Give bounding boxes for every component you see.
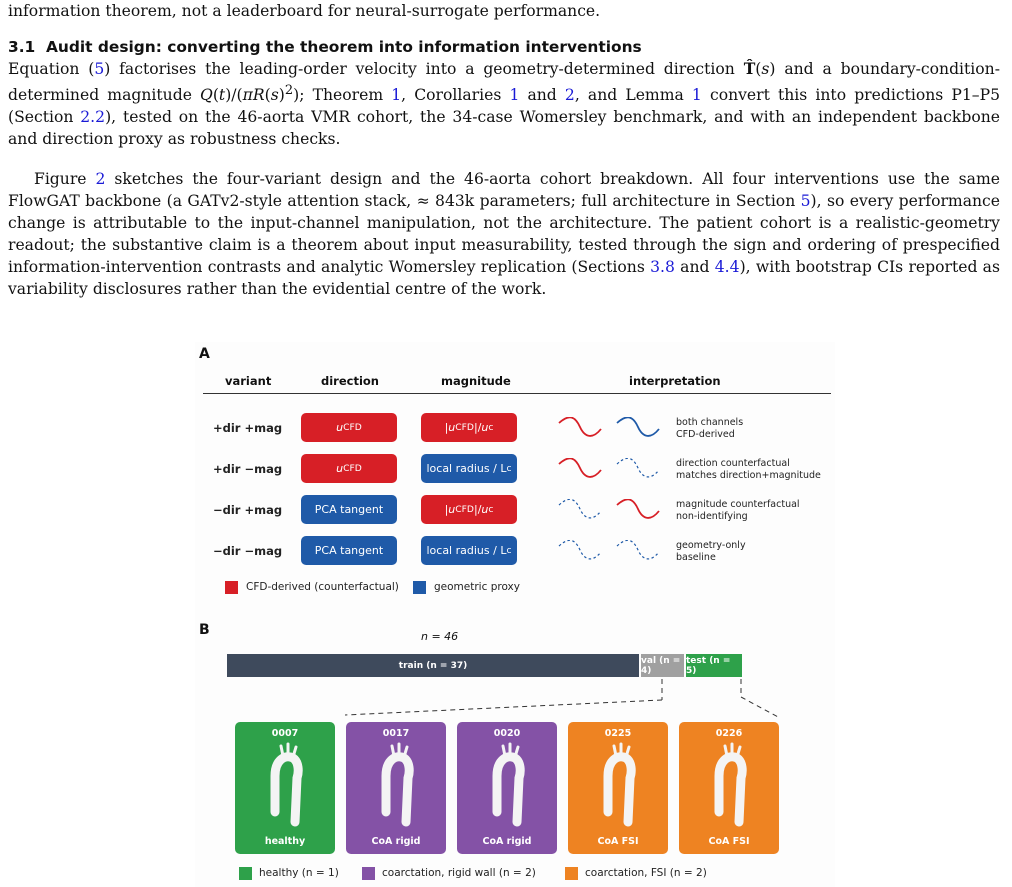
interpretation-line-1: direction counterfactual xyxy=(676,458,790,469)
variant-label: −dir +mag xyxy=(213,503,283,517)
interpretation-line-2: CFD-derived xyxy=(676,428,735,440)
panel-a-letter: A xyxy=(199,346,210,362)
section-title: Audit design: converting the theorem into information interventions xyxy=(45,38,642,56)
case-label: healthy xyxy=(264,836,306,847)
variant-label: −dir −mag xyxy=(213,544,283,558)
legend-text-rigid: coarctation, rigid wall (n = 2) xyxy=(382,867,536,879)
figure-ref[interactable]: 2 xyxy=(95,170,106,188)
case-id: 0020 xyxy=(493,728,521,739)
header-magnitude: magnitude xyxy=(441,374,511,388)
zoom-line-left xyxy=(345,700,662,715)
case-card-0007 xyxy=(235,722,335,854)
cohort-total: n = 46 xyxy=(421,630,459,643)
case-id: 0225 xyxy=(604,728,632,739)
paragraph-2: Figure 2 sketches the four-variant design and the 46-aorta cohort breakdown. All four interventions use the same FlowGAT backbone (a GATv2-style attention stack, ≈ 843k parameters; full architecture in Section 5), so every performance change is attributable to the input-channel manipulation, not the architecture. The patient cohort is a realistic-geometry readout; the substantive claim is a theorem about input measurability, tested through the sign and ordering of prespecified information-intervention contrasts and analytic Womersley replication (Sections 3.8 and 4.4), with bootstrap CIs reported as variability disclosures rather than the evidential centre of the work. xyxy=(8,170,1000,298)
section-heading xyxy=(8,36,642,58)
legend-text-cfd: CFD-derived (counterfactual) xyxy=(246,581,399,593)
legend-text-healthy: healthy (n = 1) xyxy=(259,867,339,879)
magnitude-pill: | u CFD |/ u c xyxy=(421,413,517,442)
direction-pill: PCA tangent xyxy=(301,536,397,565)
aorta-icon xyxy=(596,742,640,832)
case-card-0017 xyxy=(346,722,446,854)
case-id: 0007 xyxy=(271,728,299,739)
corollary-ref-2[interactable]: 2 xyxy=(564,86,575,105)
case-card-0225 xyxy=(568,722,668,854)
case-id: 0017 xyxy=(382,728,410,739)
case-label: CoA FSI xyxy=(708,836,750,847)
section-ref-4-4[interactable]: 4.4 xyxy=(714,258,740,276)
corollary-ref-1[interactable]: 1 xyxy=(509,86,520,105)
magnitude-pill: local radius / L c xyxy=(421,454,517,483)
header-interpretation: interpretation xyxy=(629,374,721,388)
direction-pill: u CFD xyxy=(301,413,397,442)
variant-label: +dir −mag xyxy=(213,462,283,476)
direction-pill: u CFD xyxy=(301,454,397,483)
section-ref-2-2[interactable]: 2.2 xyxy=(80,108,106,127)
equation-ref[interactable]: 5 xyxy=(94,60,105,78)
direction-pill: PCA tangent xyxy=(301,495,397,524)
case-label: CoA rigid xyxy=(371,836,421,847)
lemma-ref[interactable]: 1 xyxy=(691,86,702,105)
interpretation-line-1: geometry-only xyxy=(676,540,746,551)
direction-symbol: T̂(s) xyxy=(743,59,776,78)
magnitude-pill: local radius / L c xyxy=(421,536,517,565)
legend-swatch-healthy xyxy=(239,867,252,880)
figure-2 xyxy=(195,342,835,887)
variant-label: +dir +mag xyxy=(213,421,283,435)
case-label: CoA rigid xyxy=(482,836,532,847)
interpretation-line-2: matches direction+magnitude xyxy=(676,469,821,481)
interpretation-line-1: both channels xyxy=(676,417,744,428)
interpretation-line-1: magnitude counterfactual xyxy=(676,499,800,510)
interpretation-line-2: baseline xyxy=(676,551,716,563)
case-card-0020 xyxy=(457,722,557,854)
split-test: test (n = 5) xyxy=(686,654,742,677)
section-ref-3-8[interactable]: 3.8 xyxy=(650,258,675,276)
panel-b-letter: B xyxy=(199,622,210,638)
continuation-text: information theorem, not a leaderboard for neural-surrogate performance. xyxy=(8,2,601,20)
split-val: val (n = 4) xyxy=(641,654,684,677)
interpretation-line-2: non-identifying xyxy=(676,510,748,522)
case-label: CoA FSI xyxy=(597,836,639,847)
paragraph-1: Equation (5) factorises the leading-order velocity into a geometry-determined direction T̂(s) and a boundary-condition-determined magnitude $Q(t)/(\pi R(s)^2)$; Theorem 1, Corollaries 1 and 2, and Lemma 1 convert this into predictions P1–P5 (Section 2.2), tested on the 46-aorta VMR cohort, the 34-case Womersley benchmark, and with an independent backbone and direction proxy as robustness checks. xyxy=(8,59,1000,149)
aorta-icon xyxy=(374,742,418,832)
legend-text-fsi: coarctation, FSI (n = 2) xyxy=(585,867,707,879)
section-number: 3.1 xyxy=(8,38,36,56)
split-train: train (n = 37) xyxy=(227,654,639,677)
aorta-icon xyxy=(485,742,529,832)
case-card-0226 xyxy=(679,722,779,854)
theorem-ref[interactable]: 1 xyxy=(391,86,402,105)
magnitude-symbol: $Q(t)/(\pi R(s)^2)$ xyxy=(200,83,300,105)
magnitude-pill: | u CFD |/ u c xyxy=(421,495,517,524)
aorta-icon xyxy=(707,742,751,832)
header-variant: variant xyxy=(225,374,272,388)
legend-text-proxy: geometric proxy xyxy=(434,581,520,593)
legend-swatch-rigid xyxy=(362,867,375,880)
legend-swatch-fsi xyxy=(565,867,578,880)
aorta-icon xyxy=(263,742,307,832)
case-id: 0226 xyxy=(715,728,743,739)
zoom-line-right xyxy=(741,697,780,718)
header-direction: direction xyxy=(321,374,379,388)
section-ref-5[interactable]: 5 xyxy=(800,192,811,210)
